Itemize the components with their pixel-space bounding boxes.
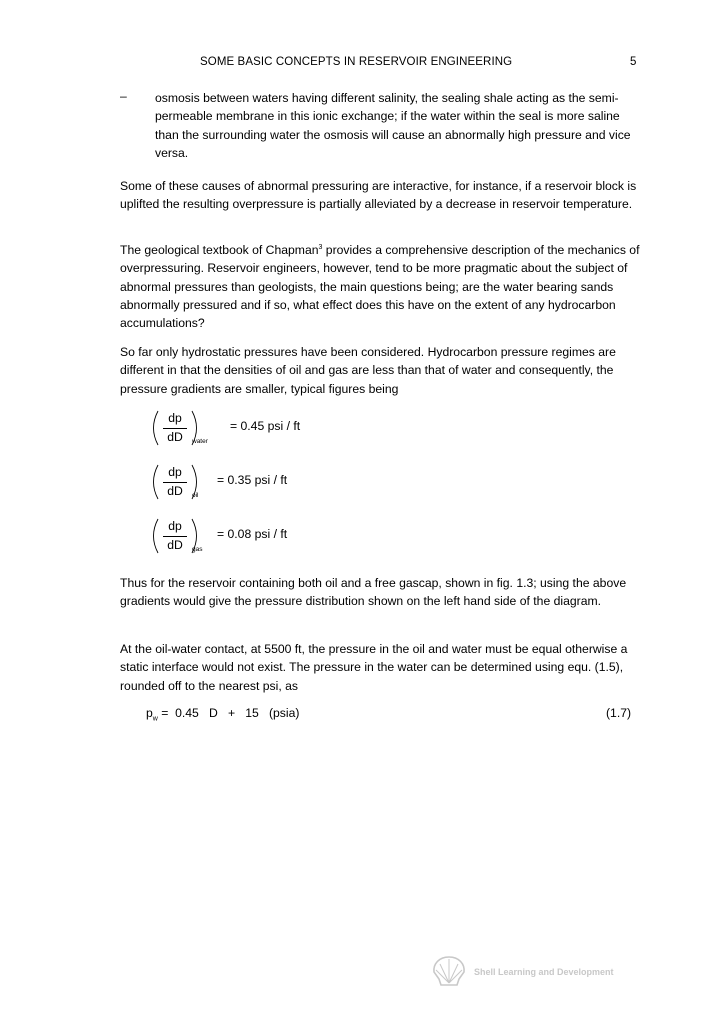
equation-lhs: p <box>146 706 153 720</box>
equation-number: (1.7) <box>606 706 632 720</box>
gradient-value: = 0.35 psi / ft <box>217 473 288 487</box>
gradient-numerator: dp <box>168 465 182 479</box>
bullet-marker: – <box>120 89 127 103</box>
paragraph-oil-water-contact: At the oil-water contact, at 5500 ft, the pressure in the oil and water must be equal otherwise a static interface would not exist. The pressure in the water can be determined using equ. (1.5), rounded off to the nearest psi, as <box>120 642 628 693</box>
fraction-bar <box>163 428 187 429</box>
equation-lhs-subscript: w <box>152 715 158 723</box>
running-header: SOME BASIC CONCEPTS IN RESERVOIR ENGINEERING <box>200 56 513 68</box>
page-number: 5 <box>630 56 637 68</box>
gradient-denominator: dD <box>167 484 183 498</box>
paragraph-chapman <box>120 241 640 332</box>
gradient-subscript: water <box>192 438 208 445</box>
gradient-equation-oil <box>146 462 346 506</box>
footer-publisher: Shell Learning and Development <box>474 967 614 977</box>
gradient-denominator: dD <box>167 430 183 444</box>
fraction-bar <box>163 482 187 483</box>
paragraph-chapman-start: The geological textbook of Chapman <box>120 243 319 257</box>
gradient-value: = 0.08 psi / ft <box>217 527 288 541</box>
gradient-equation-water <box>146 408 346 452</box>
paragraph-interactive-causes: Some of these causes of abnormal pressuring are interactive, for instance, if a reservoir block is uplifted the resulting overpressure is partially alleviated by a decrease in reservoir temperature. <box>120 179 637 212</box>
paragraph-hydrocarbon-pressure: So far only hydrostatic pressures have been considered. Hydrocarbon pressure regimes are different in that the densities of oil and gas are less than that of water and consequently, the pressure gradients are smaller, typical figures being <box>120 345 616 396</box>
paragraph-oil-gascap: Thus for the reservoir containing both oil and a free gascap, shown in fig. 1.3; using the above gradients would give the pressure distribution shown on the left hand side of the diagram. <box>120 576 627 609</box>
reference-marker: 3 <box>318 243 323 251</box>
shell-logo-icon <box>431 955 467 987</box>
gradient-numerator: dp <box>168 519 182 533</box>
gradient-equation-gas <box>146 516 346 560</box>
gradient-value: = 0.45 psi / ft <box>230 419 301 433</box>
gradient-subscript: gas <box>192 546 203 553</box>
equation-water-pressure <box>146 706 299 722</box>
gradient-subscript: oil <box>192 492 199 499</box>
equation-rhs: = 0.45 D + 15 (psia) <box>157 706 300 720</box>
fraction-bar <box>163 536 187 537</box>
gradient-denominator: dD <box>167 538 183 552</box>
bullet-osmosis: osmosis between waters having different salinity, the sealing shale acting as the semi-permeable membrane in this ionic exchange; if the water within the seal is more saline than the surrounding water the osmosis will cause an abnormally high pressure and vice versa. <box>155 91 631 160</box>
gradient-numerator: dp <box>168 411 182 425</box>
paragraph-chapman-end: provides a comprehensive description of the mechanics of overpressuring. Reservoir engineers, however, tend to be more pragmatic about the subject of abnormal pressures than geologists, the main questions being; are the water bearing sands abnormally pressured and if so, what effect does this have on the extent of any hydrocarbon accumulations? <box>120 243 640 331</box>
